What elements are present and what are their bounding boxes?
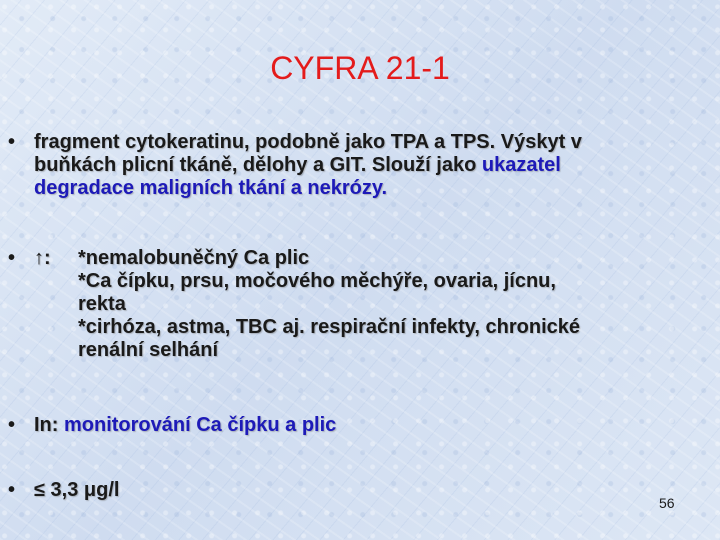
increase-causes-list [78, 247, 698, 362]
page-number: 56 [659, 495, 675, 511]
description-line-1: fragment cytokeratinu, podobně jako TPA a TPS. Výskyt v [34, 131, 582, 153]
indication-text: monitorování Ca čípku a plic [64, 414, 337, 436]
description-line-2 [34, 154, 704, 177]
bullet-marker: • [8, 414, 16, 436]
cause-line: renální selhání [78, 339, 219, 361]
highlight-ukazatel: ukazatel [481, 154, 561, 176]
bullet-description [34, 131, 704, 200]
cause-line: rekta [78, 293, 126, 315]
description-line-3: degradace maligních tkání a nekrózy. [34, 177, 388, 199]
bullet-marker: • [8, 131, 16, 153]
bullet-marker: • [8, 479, 16, 501]
bullet-marker: • [8, 247, 16, 269]
indication-item [34, 414, 336, 437]
slide-title: CYFRA 21-1 [270, 50, 450, 86]
indication-prefix: In: [34, 414, 64, 436]
cause-line: *cirhóza, astma, TBC aj. respirační infekty, chronické [78, 316, 581, 338]
reference-value: ≤ 3,3 μg/l [34, 479, 120, 501]
cause-line: *nemalobuněčný Ca plic [78, 247, 310, 269]
cause-line: *Ca čípku, prsu, močového měchýře, ovaria, jícnu, [78, 270, 556, 292]
description-line-2-text: buňkách plicní tkáně, dělohy a GIT. Slouží jako [34, 154, 482, 176]
increase-label: ↑: [34, 247, 51, 269]
